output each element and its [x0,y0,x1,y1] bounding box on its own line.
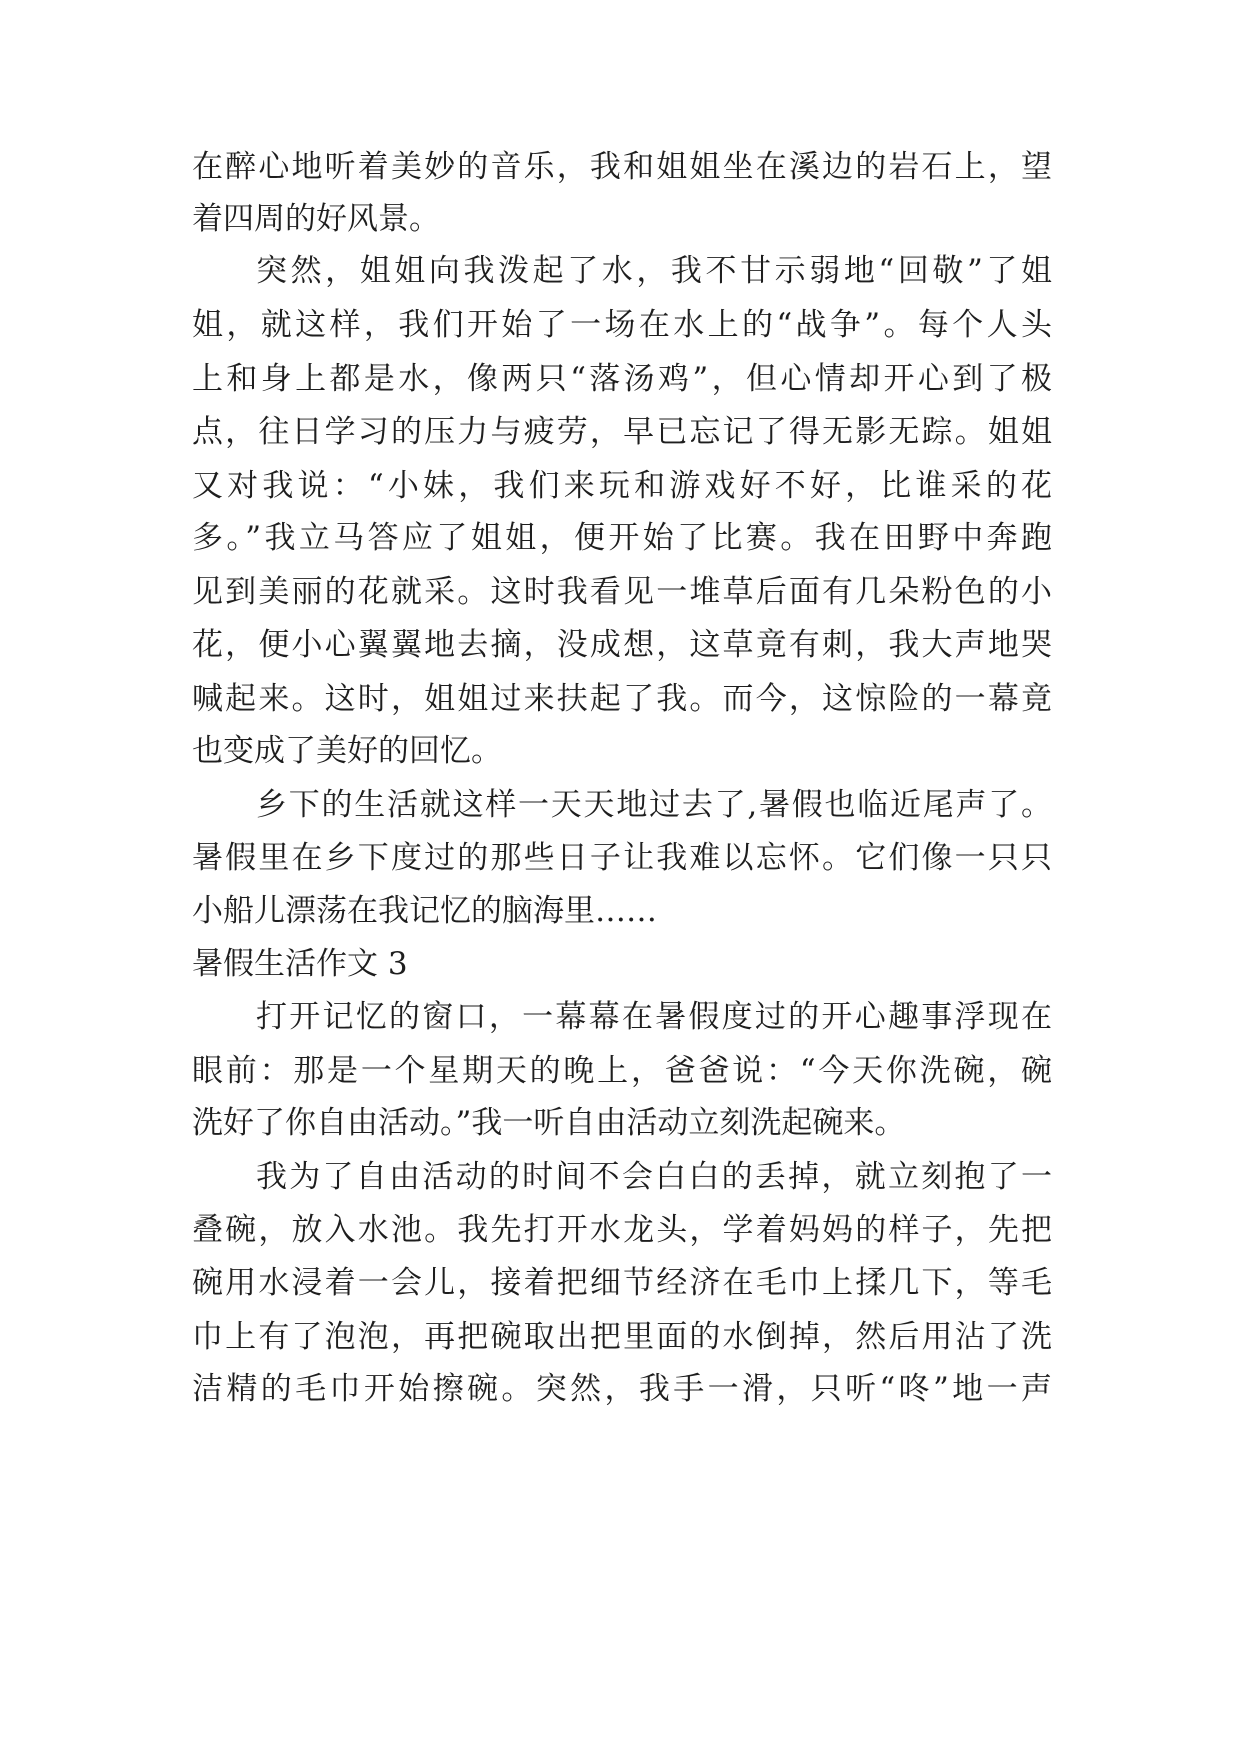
text-line: 上和身上都是水，像两只“落汤鸡”，但心情却开心到了极 [192,361,1052,397]
text-line: 碗用水浸着一会儿，接着把细节经济在毛巾上揉几下，等毛 [192,1265,1052,1301]
text-line: 又对我说：“小妹，我们来玩和游戏好不好，比谁采的花 [192,468,1052,504]
text-line: 见到美丽的花就采。这时我看见一堆草后面有几朵粉色的小 [192,574,1052,610]
section-heading: 暑假生活作文 3 [192,946,408,982]
text-line: 花，便小心翼翼地去摘，没成想，这草竟有刺，我大声地哭 [192,627,1052,663]
text-line: 小船儿漂荡在我记忆的脑海里…… [192,893,657,929]
text-line: 多。”我立马答应了姐姐，便开始了比赛。我在田野中奔跑 [192,520,1052,556]
text-line: 在醉心地听着美妙的音乐，我和姐姐坐在溪边的岩石上，望 [192,149,1052,185]
text-line: 点，往日学习的压力与疲劳，早已忘记了得无影无踪。姐姐 [192,414,1052,450]
text-line: 暑假里在乡下度过的那些日子让我难以忘怀。它们像一只只 [192,840,1052,876]
text-line: 着四周的好风景。 [192,201,440,237]
text-line: 姐，就这样，我们开始了一场在水上的“战争”。每个人头 [192,307,1052,343]
text-line: 也变成了美好的回忆。 [192,733,502,769]
text-line: 眼前：那是一个星期天的晚上，爸爸说：“今天你洗碗，碗 [192,1053,1052,1089]
text-line: 巾上有了泡泡，再把碗取出把里面的水倒掉，然后用沾了洗 [192,1319,1052,1355]
paragraph-first-line: 突然，姐姐向我泼起了水，我不甘示弱地“回敬”了姐 [256,253,1052,289]
text-line: 洗好了你自由活动。”我一听自由活动立刻洗起碗来。 [192,1105,906,1141]
paragraph-first-line: 打开记忆的窗口，一幕幕在暑假度过的开心趣事浮现在 [256,999,1052,1035]
paragraph-first-line: 我为了自由活动的时间不会白白的丢掉，就立刻抱了一 [256,1159,1052,1195]
text-line: 叠碗，放入水池。我先打开水龙头，学着妈妈的样子，先把 [192,1212,1052,1248]
text-line: 喊起来。这时，姐姐过来扶起了我。而今，这惊险的一幕竟 [192,681,1052,717]
text-line: 洁精的毛巾开始擦碗。突然，我手一滑，只听“咚”地一声 [192,1371,1052,1407]
paragraph-first-line: 乡下的生活就这样一天天地过去了,暑假也临近尾声了。 [256,787,1052,823]
